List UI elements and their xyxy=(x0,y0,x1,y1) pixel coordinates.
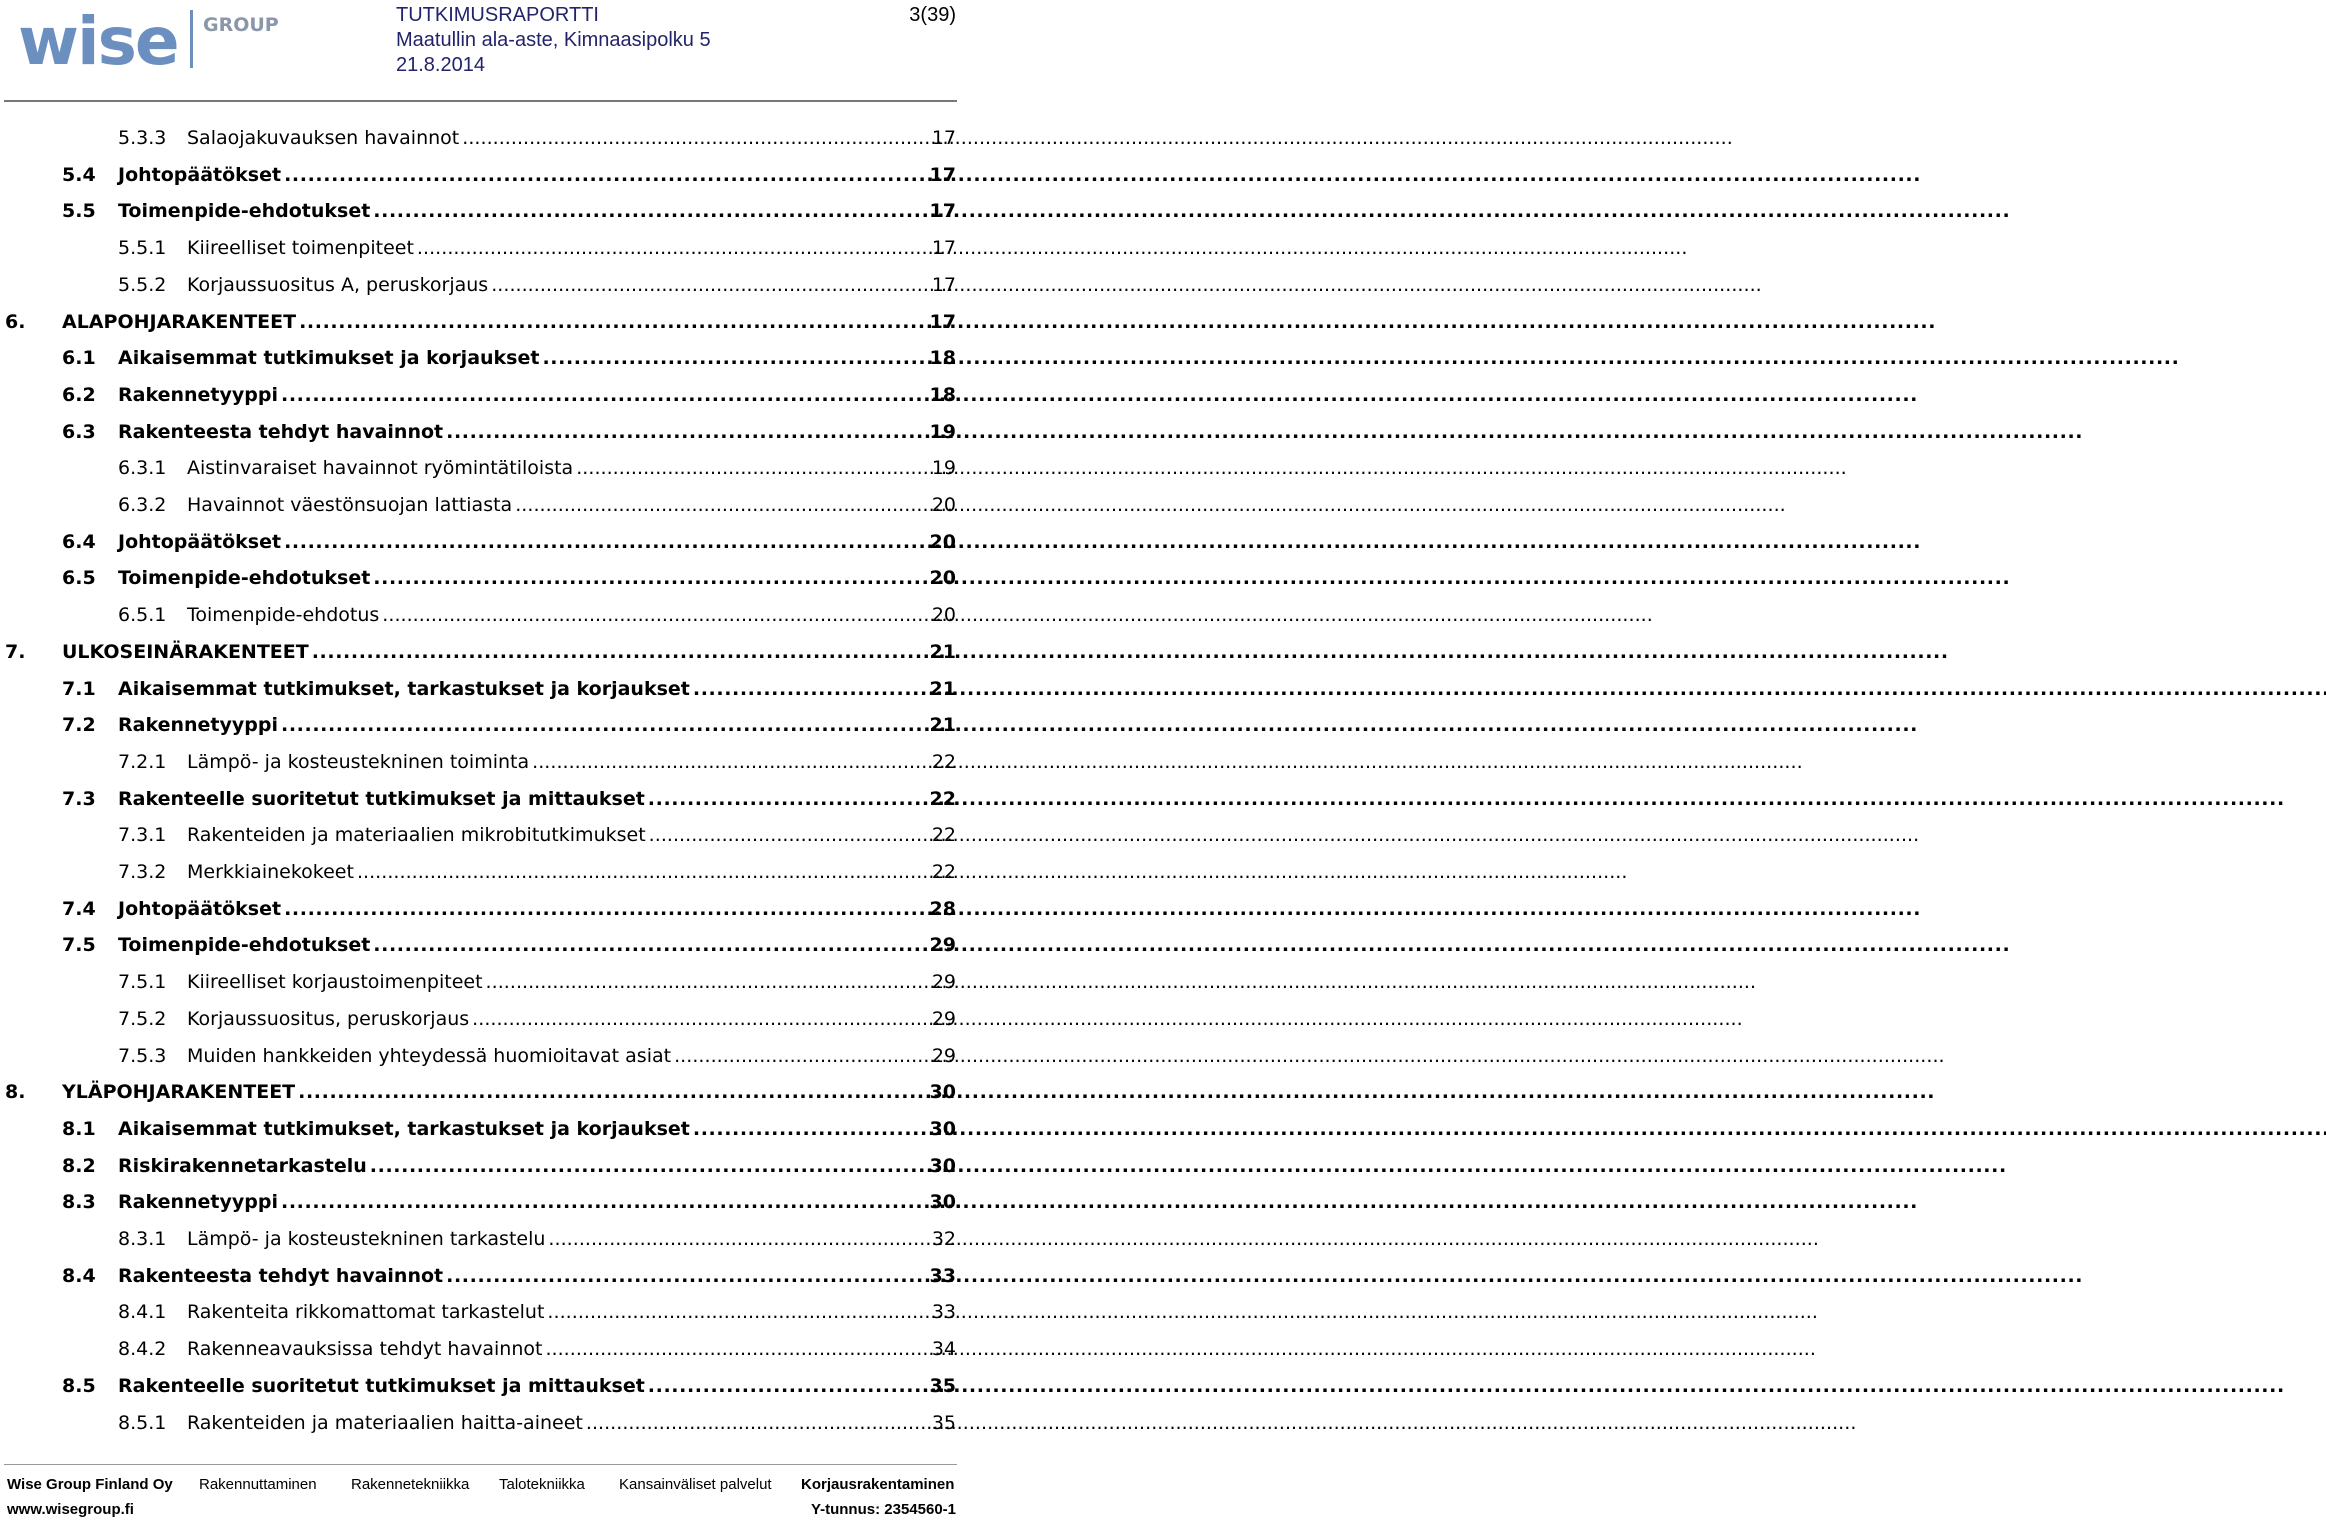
footer-service: Rakennuttaminen xyxy=(199,1476,317,1493)
toc-entry-leader xyxy=(118,524,926,560)
toc-entry[interactable] xyxy=(0,854,960,890)
toc-entry-title: Toimenpide-ehdotukset xyxy=(118,934,373,956)
toc-entry-title: Toimenpide-ehdotus xyxy=(187,604,382,626)
toc-entry-title: Lämpö- ja kosteustekninen tarkastelu xyxy=(187,1228,548,1250)
toc-entry-number: 5.5 xyxy=(62,200,96,223)
toc-entry-page: 17 xyxy=(931,237,956,260)
toc-entry-leader xyxy=(187,1038,926,1074)
toc-entry[interactable] xyxy=(0,120,960,156)
page-footer xyxy=(0,1464,960,1520)
toc-entry[interactable] xyxy=(0,1111,960,1147)
wise-group-logo xyxy=(18,3,279,80)
toc-entry[interactable] xyxy=(0,1148,960,1184)
toc-entry-leader xyxy=(118,1111,926,1147)
toc-entry[interactable] xyxy=(0,1294,960,1330)
toc-entry-page: 29 xyxy=(931,1044,956,1067)
toc-entry-number: 7. xyxy=(5,640,26,663)
toc-entry-page: 19 xyxy=(931,457,956,480)
toc-entry-page: 29 xyxy=(931,971,956,994)
toc-entry-page: 17 xyxy=(931,127,956,149)
toc-entry-title: Havainnot väestönsuojan lattiasta xyxy=(187,494,515,516)
toc-entry-number: 5.5.2 xyxy=(118,273,167,296)
report-type: TUTKIMUSRAPORTTI xyxy=(396,4,599,26)
toc-entry-title: Korjaussuositus A, peruskorjaus xyxy=(187,274,491,296)
toc-entry-page: 22 xyxy=(931,750,956,773)
toc-entry[interactable] xyxy=(0,1405,960,1441)
toc-entry-leader xyxy=(118,927,926,963)
toc-entry-title: Toimenpide-ehdotukset xyxy=(118,200,373,222)
toc-entry-title: Lämpö- ja kosteustekninen toiminta xyxy=(187,751,532,773)
toc-entry-title: ALAPOHJARAKENTEET xyxy=(62,311,299,333)
toc-entry-title: Rakenteiden ja materiaalien haitta-aineet xyxy=(187,1412,586,1434)
toc-entry-page: 33 xyxy=(929,1264,956,1287)
toc-entry-page: 20 xyxy=(929,530,956,553)
toc-entry[interactable] xyxy=(0,964,960,1000)
toc-entry-title: Rakenteelle suoritetut tutkimukset ja mittaukset xyxy=(118,1375,648,1397)
toc-entry[interactable] xyxy=(0,487,960,523)
header-divider xyxy=(4,100,957,102)
footer-business-id: Y-tunnus: 2354560-1 xyxy=(810,1501,956,1518)
toc-entry[interactable] xyxy=(0,267,960,303)
toc-entry-page: 30 xyxy=(929,1191,956,1214)
toc-entry[interactable] xyxy=(0,193,960,229)
toc-entry[interactable] xyxy=(0,671,960,707)
toc-entry-page: 29 xyxy=(929,934,956,957)
report-date: 21.8.2014 xyxy=(396,54,485,76)
toc-entry-title: Aikaisemmat tutkimukset, tarkastukset ja korjaukset xyxy=(118,678,693,700)
toc-entry[interactable] xyxy=(0,560,960,596)
toc-entry-page: 30 xyxy=(929,1154,956,1177)
toc-entry-leader xyxy=(187,1001,926,1037)
toc-entry-page: 22 xyxy=(931,861,956,883)
toc-entry-leader xyxy=(62,304,926,340)
toc-entry[interactable] xyxy=(0,1184,960,1220)
toc-entry-title: Aikaisemmat tutkimukset ja korjaukset xyxy=(118,347,542,369)
toc-entry-page: 28 xyxy=(929,897,956,920)
toc-entry[interactable] xyxy=(0,414,960,450)
toc-entry-title: Rakenteita rikkomattomat tarkastelut xyxy=(187,1301,547,1323)
toc-entry[interactable] xyxy=(0,1258,960,1294)
toc-entry-title: Kiireelliset toimenpiteet xyxy=(187,237,417,259)
toc-entry-number: 8.5 xyxy=(62,1374,96,1397)
logo-divider xyxy=(190,10,193,68)
toc-entry-number: 7.2.1 xyxy=(118,750,167,773)
toc-entry-leader xyxy=(187,1331,926,1367)
toc-entry-leader xyxy=(118,1258,926,1294)
toc-entry-number: 6.5 xyxy=(62,567,96,590)
toc-entry-number: 7.3.1 xyxy=(118,824,167,847)
toc-entry-title: Salaojakuvauksen havainnot xyxy=(187,127,462,149)
toc-entry-number: 8.4.2 xyxy=(118,1338,167,1361)
footer-company: Wise Group Finland Oy xyxy=(7,1476,173,1493)
page-number: 3(39) xyxy=(909,4,956,26)
toc-entry-number: 8.2 xyxy=(62,1154,96,1177)
toc-entry-number: 6. xyxy=(5,310,26,333)
toc-entry[interactable] xyxy=(0,1221,960,1257)
toc-entry-leader xyxy=(187,1221,926,1257)
toc-entry-leader xyxy=(187,1405,926,1441)
toc-entry[interactable] xyxy=(0,781,960,817)
toc-entry-leader xyxy=(118,157,926,193)
toc-entry-title: Rakennetyyppi xyxy=(118,714,281,736)
toc-entry-number: 6.2 xyxy=(62,383,96,406)
toc-entry[interactable] xyxy=(0,1001,960,1037)
logo-group-text: GROUP xyxy=(203,14,279,36)
toc-entry-leader xyxy=(118,891,926,927)
toc-entry-page: 22 xyxy=(931,824,956,847)
toc-entry-title: Rakenteesta tehdyt havainnot xyxy=(118,1265,446,1287)
toc-entry-page: 21 xyxy=(929,640,956,663)
toc-entry-page: 20 xyxy=(931,494,956,516)
toc-entry-number: 8.1 xyxy=(62,1117,96,1140)
toc-entry-leader xyxy=(118,340,926,376)
toc-entry-title: Rakenteiden ja materiaalien mikrobitutkimukset xyxy=(187,824,649,846)
toc-entry-number: 6.3 xyxy=(62,420,96,443)
toc-entry-number: 7.3 xyxy=(62,787,96,810)
toc-entry-leader xyxy=(187,817,926,853)
toc-entry[interactable] xyxy=(0,1331,960,1367)
page-header xyxy=(0,0,960,104)
toc-entry-page: 17 xyxy=(929,163,956,186)
toc-entry-leader xyxy=(118,560,926,596)
toc-entry-number: 5.4 xyxy=(62,163,96,186)
toc-entry-number: 7.2 xyxy=(62,714,96,737)
toc-entry-number: 7.1 xyxy=(62,677,96,700)
toc-entry[interactable] xyxy=(0,157,960,193)
toc-entry-title: YLÄPOHJARAKENTEET xyxy=(62,1081,298,1103)
toc-entry[interactable] xyxy=(0,304,960,340)
toc-entry-leader xyxy=(187,744,926,780)
logo-wordmark: wise xyxy=(18,3,178,80)
toc-entry-leader xyxy=(187,267,926,303)
toc-entry-page: 20 xyxy=(929,567,956,590)
toc-entry-page: 21 xyxy=(929,714,956,737)
toc-entry-title: Muiden hankkeiden yhteydessä huomioitavat asiat xyxy=(187,1045,674,1067)
toc-entry-title: Johtopäätökset xyxy=(118,898,284,920)
toc-entry-title: Rakenteelle suoritetut tutkimukset ja mittaukset xyxy=(118,788,648,810)
toc-entry[interactable] xyxy=(0,744,960,780)
toc-entry-number: 6.4 xyxy=(62,530,96,553)
toc-entry-title: Riskirakennetarkastelu xyxy=(118,1155,370,1177)
toc-entry-leader xyxy=(118,1184,926,1220)
toc-entry-page: 18 xyxy=(929,347,956,370)
toc-entry[interactable] xyxy=(0,597,960,633)
toc-entry-number: 8. xyxy=(5,1081,26,1104)
toc-entry[interactable] xyxy=(0,817,960,853)
toc-entry-number: 5.3.3 xyxy=(118,127,167,149)
toc-entry-title: Aikaisemmat tutkimukset, tarkastukset ja korjaukset xyxy=(118,1118,693,1140)
toc-entry[interactable] xyxy=(0,1368,960,1404)
toc-entry-number: 7.3.2 xyxy=(118,861,167,883)
toc-entry-title: Korjaussuositus, peruskorjaus xyxy=(187,1008,472,1030)
footer-service: Korjausrakentaminen xyxy=(801,1476,955,1493)
toc-entry-page: 29 xyxy=(931,1007,956,1030)
toc-entry-number: 7.4 xyxy=(62,897,96,920)
toc-entry[interactable] xyxy=(0,927,960,963)
toc-entry-title: Johtopäätökset xyxy=(118,164,284,186)
toc-entry-leader xyxy=(118,707,926,743)
toc-entry-title: Aistinvaraiset havainnot ryömintätiloista xyxy=(187,457,576,479)
toc-entry[interactable] xyxy=(0,1038,960,1074)
toc-entry[interactable] xyxy=(0,1074,960,1110)
toc-entry-number: 6.3.2 xyxy=(118,494,167,516)
toc-entry[interactable] xyxy=(0,450,960,486)
toc-entry-leader xyxy=(118,1148,926,1184)
toc-entry-leader xyxy=(187,1294,926,1330)
toc-entry[interactable] xyxy=(0,634,960,670)
toc-entry[interactable] xyxy=(0,891,960,927)
toc-entry[interactable] xyxy=(0,707,960,743)
toc-entry-title: ULKOSEINÄRAKENTEET xyxy=(62,641,312,663)
toc-entry-number: 5.5.1 xyxy=(118,237,167,260)
footer-divider xyxy=(4,1464,957,1465)
toc-entry-number: 7.5.2 xyxy=(118,1007,167,1030)
toc-entry-leader xyxy=(187,597,926,633)
toc-entry-page: 22 xyxy=(929,787,956,810)
toc-entry-page: 17 xyxy=(929,310,956,333)
footer-service: Talotekniikka xyxy=(499,1476,585,1493)
toc-entry-title: Kiireelliset korjaustoimenpiteet xyxy=(187,971,486,993)
toc-entry-page: 32 xyxy=(931,1228,956,1250)
toc-entry-leader xyxy=(118,671,926,707)
toc-entry[interactable] xyxy=(0,524,960,560)
toc-entry-number: 6.1 xyxy=(62,347,96,370)
toc-entry[interactable] xyxy=(0,340,960,376)
toc-entry-title: Rakennetyyppi xyxy=(118,1191,281,1213)
toc-entry-leader xyxy=(187,120,926,156)
toc-entry-number: 8.5.1 xyxy=(118,1411,167,1434)
toc-entry-page: 21 xyxy=(929,677,956,700)
toc-entry-page: 30 xyxy=(929,1117,956,1140)
toc-entry-leader xyxy=(187,230,926,266)
toc-entry-page: 19 xyxy=(929,420,956,443)
toc-entry-page: 17 xyxy=(931,273,956,296)
toc-entry-leader xyxy=(118,1368,926,1404)
toc-entry-leader xyxy=(118,193,926,229)
footer-service: Rakennetekniikka xyxy=(351,1476,470,1493)
toc-entry-title: Rakennetyyppi xyxy=(118,384,281,406)
toc-entry-number: 7.5.1 xyxy=(118,971,167,994)
toc-entry-page: 35 xyxy=(929,1374,956,1397)
toc-entry-page: 35 xyxy=(931,1411,956,1434)
toc-entry-page: 20 xyxy=(931,604,956,627)
toc-entry-number: 6.5.1 xyxy=(118,604,167,627)
report-subject: Maatullin ala-aste, Kimnaasipolku 5 xyxy=(396,29,711,51)
toc-entry-leader xyxy=(187,487,926,523)
toc-entry[interactable] xyxy=(0,230,960,266)
toc-entry-leader xyxy=(62,1074,926,1110)
toc-entry-title: Toimenpide-ehdotukset xyxy=(118,567,373,589)
toc-entry-number: 8.3.1 xyxy=(118,1228,167,1250)
toc-entry-number: 8.4 xyxy=(62,1264,96,1287)
toc-entry-title: Johtopäätökset xyxy=(118,531,284,553)
toc-entry-number: 8.4.1 xyxy=(118,1301,167,1324)
toc-entry-leader xyxy=(62,634,926,670)
toc-entry-title: Rakenneavauksissa tehdyt havainnot xyxy=(187,1338,545,1360)
toc-entry-number: 6.3.1 xyxy=(118,457,167,480)
footer-service: Kansainväliset palvelut xyxy=(619,1476,772,1493)
toc-entry-title: Rakenteesta tehdyt havainnot xyxy=(118,421,446,443)
report-info xyxy=(396,3,711,78)
toc-entry-leader xyxy=(118,781,926,817)
toc-entry-leader xyxy=(187,854,926,890)
toc-entry-number: 7.5 xyxy=(62,934,96,957)
toc-entry-title: Merkkiainekokeet xyxy=(187,861,357,883)
toc-entry-page: 18 xyxy=(929,383,956,406)
toc-entry-leader xyxy=(118,377,926,413)
toc-entry-leader xyxy=(187,450,926,486)
toc-entry-leader xyxy=(118,414,926,450)
toc-entry-number: 7.5.3 xyxy=(118,1044,167,1067)
toc-entry[interactable] xyxy=(0,377,960,413)
footer-website[interactable]: www.wisegroup.fi xyxy=(7,1501,134,1518)
toc-entry-page: 34 xyxy=(931,1338,956,1361)
toc-entry-leader xyxy=(187,964,926,1000)
toc-entry-number: 8.3 xyxy=(62,1191,96,1214)
toc-entry-page: 17 xyxy=(929,200,956,223)
toc-entry-page: 33 xyxy=(931,1301,956,1324)
toc-entry-page: 30 xyxy=(929,1081,956,1104)
